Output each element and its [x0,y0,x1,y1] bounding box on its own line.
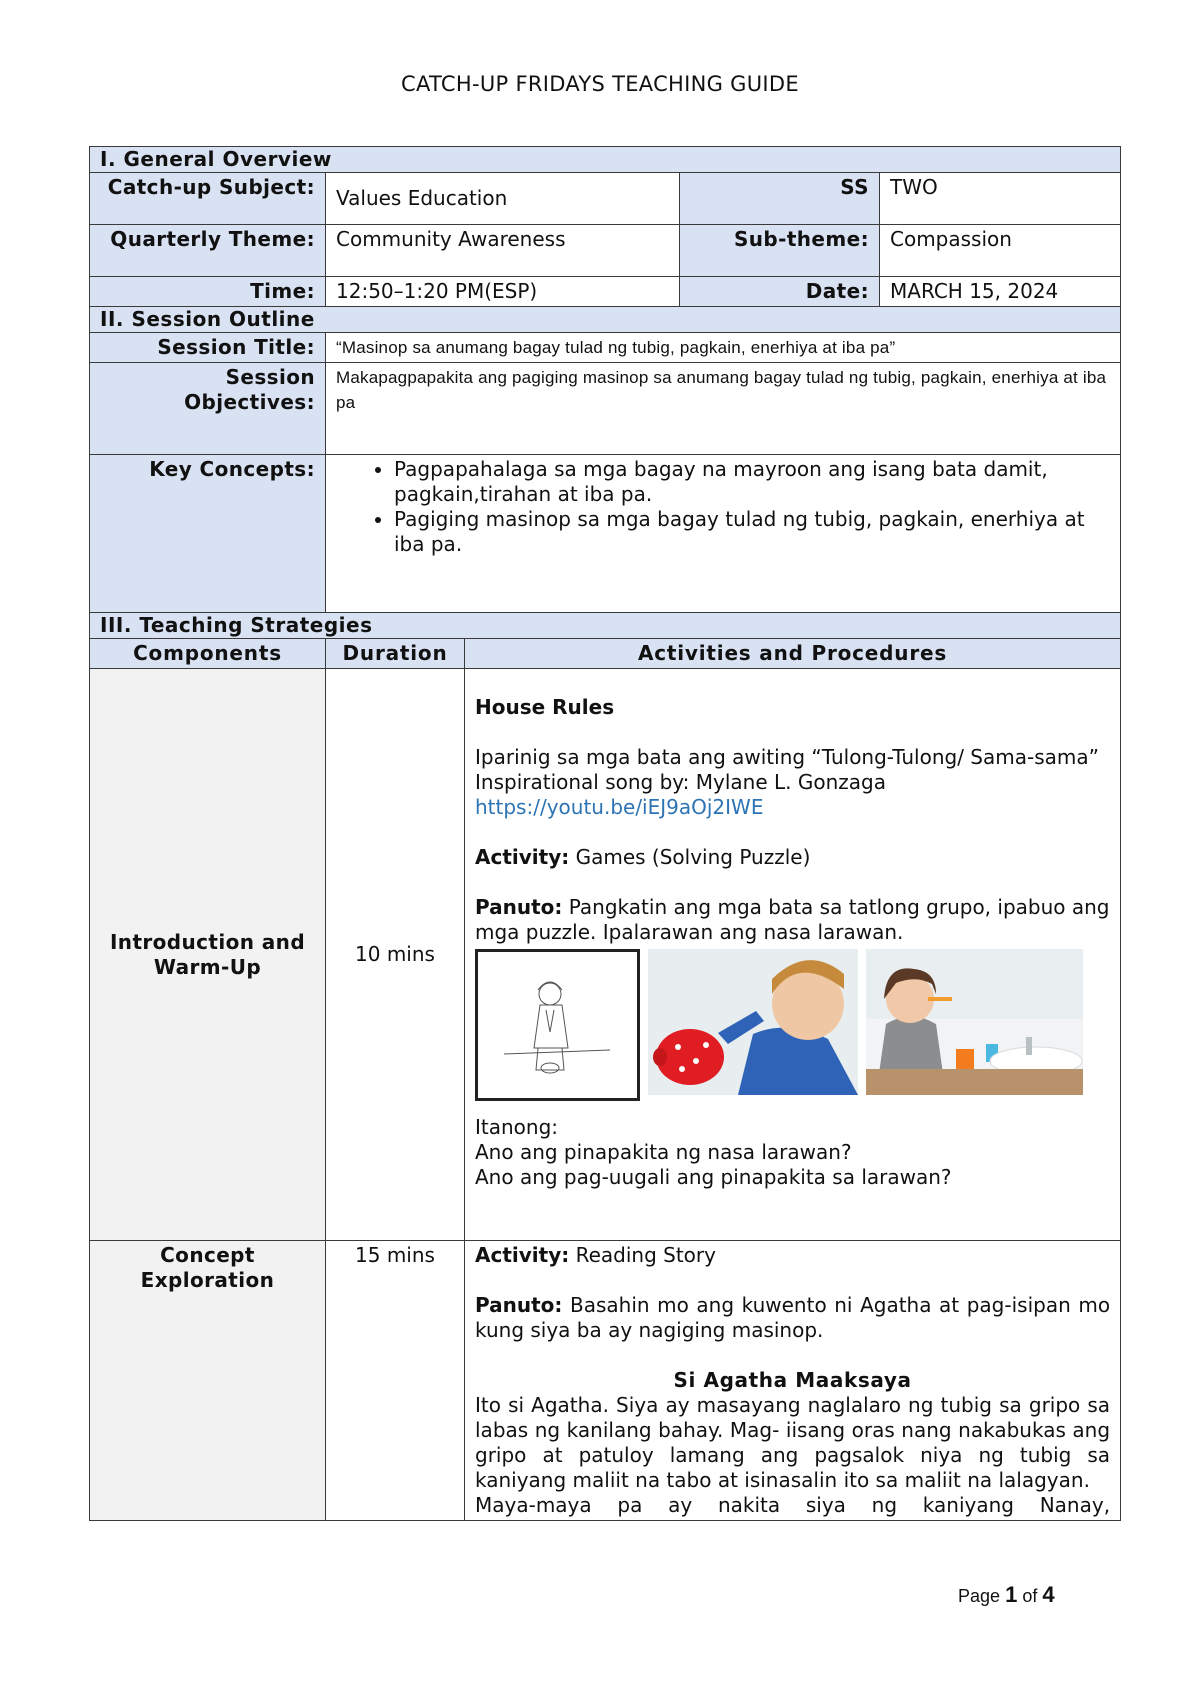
panuto-text: Pangkatin ang mga bata sa tatlong grupo, ipabuo ang mga puzzle. Ipalarawan ang nasa larawan. [475,895,1110,944]
date-label: Date: [680,277,880,307]
document-title: CATCH-UP FRIDAYS TEACHING GUIDE [401,72,799,96]
activities-header: Activities and Procedures [465,639,1121,669]
teaching-strategies-heading: III. Teaching Strategies [90,613,1121,639]
intro-component: Introduction and Warm-Up [90,669,326,1241]
duration-header: Duration [326,639,465,669]
activity-text: Games (Solving Puzzle) [575,845,811,869]
question-1: Ano ang pinapakita ng nasa larawan? [475,1140,852,1164]
current-page: 1 [1005,1582,1018,1607]
subtheme-value: Compassion [880,225,1121,277]
session-title-value: “Masinop sa anumang bagay tulad ng tubig, pagkain, enerhiya at iba pa” [326,333,1121,363]
story-paragraph-2: Maya-maya pa ay nakita siya ng kaniyang Nanay, [475,1493,1111,1517]
song-text: Iparinig sa mga bata ang awiting “Tulong-Tulong/ Sama-sama” Inspirational song by: Mylane L. Gonzaga [475,745,1099,794]
session-objectives-value: Makapagpapakita ang pagiging masinop sa anumang bagay tulad ng tubig, pagkain, enerhiya at iba pa [326,363,1121,455]
page-number [958,1582,1055,1608]
song-link[interactable]: https://youtu.be/iEJ9aOj2IWE [475,795,764,819]
ss-label: SS [680,173,880,225]
of-word: of [1022,1586,1038,1606]
subject-value: Values Education [326,173,680,225]
story-title: Si Agatha Maaksaya [673,1368,912,1392]
key-concepts-list [336,457,1110,557]
panuto-label: Panuto: [475,895,563,919]
concept-activity-text: Reading Story [575,1243,716,1267]
puzzle-images [475,949,1110,1101]
concept-component: Concept Exploration [90,1241,326,1521]
teaching-guide-table [89,146,1121,1521]
concept-panuto-label: Panuto: [475,1293,563,1317]
girl-brushing-teeth-image [866,949,1083,1095]
ss-value: TWO [880,173,1121,225]
activity-label: Activity: [475,845,570,869]
boy-piggy-bank-image [648,949,858,1095]
session-objectives-label: Session Objectives: [90,363,326,455]
session-title-label: Session Title: [90,333,326,363]
intro-activities [465,669,1121,1241]
date-value: MARCH 15, 2024 [880,277,1121,307]
question-2: Ano ang pag-uugali ang pinapakita sa larawan? [475,1165,952,1189]
itanong-label: Itanong: [475,1115,559,1139]
subtheme-label: Sub-theme: [680,225,880,277]
time-label: Time: [90,277,326,307]
praying-girl-sketch-image [475,949,640,1101]
page-word: Page [958,1586,1001,1606]
key-concepts-label: Key Concepts: [90,455,326,613]
concept-activities [465,1241,1121,1521]
time-value: 12:50–1:20 PM(ESP) [326,277,680,307]
concept-panuto-text: Basahin mo ang kuwento ni Agatha at pag-isipan mo kung siya ba ay nagiging masinop. [475,1293,1111,1342]
components-header: Components [90,639,326,669]
subject-label: Catch-up Subject: [90,173,326,225]
story-paragraph-1: Ito si Agatha. Siya ay masayang naglalaro ng tubig sa gripo sa labas ng kanilang bahay. Mag- iisang oras nang nakabukas ang gripo at patuloy lamang ang pagsalok niya ng tubig sa kaniyang maliit na tabo at isinasalin ito sa maliit na lalagyan. [475,1393,1111,1492]
key-concept-item: • Pagpapahalaga sa mga bagay na mayroon ang isang bata damit, pagkain,tirahan at iba pa. [394,457,1110,507]
total-pages: 4 [1042,1582,1055,1607]
key-concepts-cell [326,455,1121,613]
theme-label: Quarterly Theme: [90,225,326,277]
concept-duration: 15 mins [326,1241,465,1521]
intro-duration: 10 mins [326,669,465,1241]
theme-value: Community Awareness [326,225,680,277]
key-concept-item: • Pagiging masinop sa mga bagay tulad ng tubig, pagkain, enerhiya at iba pa. [394,507,1110,557]
session-outline-heading: II. Session Outline [90,307,1121,333]
concept-activity-label: Activity: [475,1243,570,1267]
general-overview-heading: I. General Overview [90,147,1121,173]
house-rules-heading: House Rules [475,695,615,719]
